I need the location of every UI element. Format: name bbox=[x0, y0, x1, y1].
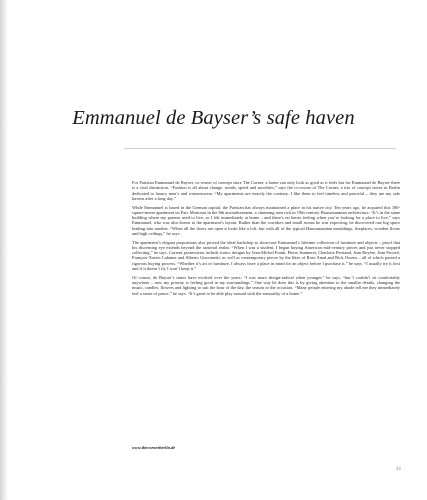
article-paragraph: Of course, de Bayser’s tastes have evolved over the years: “I was more design-radical when younger,” he says, “but I couldn’t sit comfortably anywhere – now my priority is feeling good in my surroundings.” One way he does this is by giving attention to the smaller details, changing the music, candles, flowers and lighting to suit the hour of the day, the season or the occasion. “Many people entering my abode tell me they immediately feel a sense of peace,” he says. “It’s great to be able play around with the sensuality of a home.” bbox=[132, 274, 400, 296]
article-paragraph: The apartment’s elegant proportions also proved the ideal backdrop to showcase Emmanuel’s lifetime collection of furniture and objects – proof that his discerning eye extends beyond the sartorial realm. “When I was a student, I began buying American mid-century pieces and just never stopped collecting,” he says. Current possessions include iconic designs by Jean-Michel Frank, Pierre Jeanneret, Charlotte Perriand, Jean Royère, Jean Prouvé, François-Xavier Lalanne and Alberto Giacometti, as well as contemporary pieces by the likes of Rose Anad and Rick Owens – all of which passed a rigorous buying process. “Whether it’s art or furniture, I always have a place in mind for an object before I purchase it,” he says. “I usually try it first and if it doesn’t fit, I won’t keep it.” bbox=[132, 239, 400, 271]
title-divider bbox=[124, 148, 396, 149]
article-body bbox=[132, 180, 400, 299]
website-credit: www.thecornerberlin.de bbox=[132, 445, 176, 450]
article-paragraph: While Emmanuel is based in the German capital, the Parisian has always maintained a place in his native city. Ten years ago, he acquired this 180-square-meter apartment on Parc Monceau in the 8th arrondissement, a charming area rich in 19th-century Haussmannian architecture. “It’s in the same building where my parents used to live, so I felt immediately at home – and there’s no better feeling when you’re looking for a place to live,” says Emmanuel, who was also drawn to the apartment’s layout. Rather than the corridors and small rooms he was expecting, he discovered one big space leading into another. “When all the doors are open it looks like a loft, but with all of the typical Haussmannian mouldings, fireplaces, wooden floors and high ceilings,” he says. bbox=[132, 204, 400, 236]
article-paragraph: For Parisian Emmanuel de Bayser, co-owner of concept store The Corner, a home can only look as good as it feels but for Emmanuel de Bayser there is a vital distinction. “Fashion is all about change, trends, speed and novelties,” says the co-owner of The Corner, a trio of concept stores in Berlin dedicated to luxury men’s and womenswear. “My apartments are exactly the contrary. I like them to feel timeless and peaceful – they are my safe havens after a long day.” bbox=[132, 180, 400, 201]
page-number: 43 bbox=[396, 466, 401, 471]
page-gutter-shadow bbox=[0, 0, 8, 500]
article-title: Emmanuel de Bayser’s safe haven bbox=[72, 107, 355, 129]
